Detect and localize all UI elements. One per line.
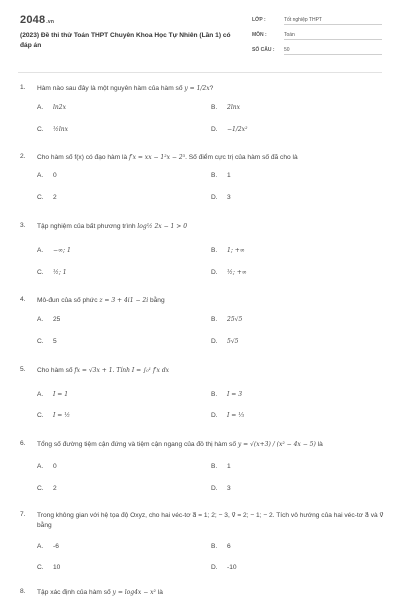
site-logo[interactable] (20, 14, 54, 26)
option-value: -6 (53, 543, 59, 550)
option-value: 0 (53, 463, 57, 470)
option-value: 1 (227, 172, 231, 179)
option-letter: D. (211, 126, 218, 133)
option-value: -10 (227, 564, 237, 571)
question-text: Trong không gian với hệ tọa độ Oxyz, cho hai véc-tơ a⃗ = 1; 2; − 3, v⃗ = 2; − 1; − 2. Tích vô hướng của hai véc-tơ a⃗ và v⃗ bằng (37, 512, 384, 529)
question-text (37, 222, 387, 232)
meta-row-class (252, 17, 382, 32)
question-text (37, 296, 387, 306)
logo-sub: .vn (46, 19, 55, 25)
question-stem: Cho hàm số f(x) có đạo hàm là (37, 154, 129, 161)
option-letter: C. (37, 564, 44, 571)
option-value: ln2x (53, 104, 66, 111)
option-letter: B. (211, 543, 218, 550)
question-number: 1. (20, 84, 26, 91)
question-number: 5. (20, 366, 26, 373)
option-letter: D. (211, 564, 218, 571)
meta-label-subject: MÔN : (252, 32, 267, 38)
option-value: I = 3 (227, 391, 243, 398)
question-math: f′x = xx − 1²x − 2³ (129, 154, 186, 161)
question-number: 3. (20, 222, 26, 229)
question-stem: Tổng số đường tiệm cận đứng và tiệm cận ngang của đồ thị hàm số (37, 441, 238, 448)
meta-value-subject: Toán (284, 32, 382, 40)
option-value: ½; 1 (53, 269, 67, 276)
option-value: 3 (227, 485, 231, 492)
question-math: y = √(x+3) / (x² − 4x − 5) (237, 441, 316, 448)
option-value: 2 (53, 485, 57, 492)
option-letter: C. (37, 194, 44, 201)
option-value: 6 (227, 543, 231, 550)
option-letter: D. (211, 485, 218, 492)
question-stem: Hàm nào sau đây là một nguyên hàm của hàm số (37, 85, 185, 92)
option-value: 3 (227, 194, 231, 201)
question-math: log½ 2x − 1 > 0 (137, 223, 188, 230)
option-value: −1/2x² (227, 126, 248, 133)
option-value: I = 1 (53, 391, 69, 398)
question-suffix: . Số điểm cực trị của hàm số đã cho là (185, 154, 298, 161)
option-value: I = ½ (53, 412, 71, 419)
option-letter: C. (37, 485, 44, 492)
option-letter: B. (211, 104, 218, 111)
option-value: −∞; 1 (53, 247, 71, 254)
question-number: 8. (20, 588, 26, 595)
question-text (37, 366, 387, 376)
question-stem: Tập nghiệm của bất phương trình (37, 223, 138, 230)
option-letter: D. (211, 269, 218, 276)
option-letter: A. (37, 172, 44, 179)
exam-title: (2023) Đề thi thử Toán THPT Chuyên Khoa Học Tự Nhiên (Lần 1) có đáp án (20, 32, 231, 49)
option-letter: B. (211, 316, 218, 323)
option-letter: A. (37, 104, 44, 111)
option-value: 1 (227, 463, 231, 470)
option-value: 2 (53, 194, 57, 201)
question-suffix: là (315, 441, 323, 448)
question-number: 7. (20, 511, 26, 518)
option-letter: A. (37, 247, 44, 254)
option-letter: B. (211, 463, 218, 470)
meta-value-class: Tốt nghiệp THPT (284, 17, 382, 25)
option-letter: C. (37, 412, 44, 419)
question-suffix: ? (209, 85, 214, 92)
option-letter: C. (37, 269, 44, 276)
question-math: fx = √3x + 1 (74, 367, 113, 374)
header-divider (18, 72, 382, 73)
meta-label-class: LỚP : (252, 17, 266, 23)
option-letter: C. (37, 126, 44, 133)
exam-meta (252, 17, 382, 62)
question-text (37, 153, 387, 163)
question-number: 6. (20, 440, 26, 447)
option-letter: A. (37, 543, 44, 550)
question-suffix: . Tính I = ∫₀¹ f′x dx (112, 367, 170, 374)
option-letter: B. (211, 391, 218, 398)
option-letter: A. (37, 316, 44, 323)
option-value: ½lnx (53, 126, 68, 133)
meta-label-count: SỐ CÂU : (252, 47, 275, 53)
meta-row-count (252, 47, 382, 62)
document-header (0, 0, 400, 64)
option-value: 25√5 (227, 316, 243, 323)
question-math: y = 1/2x (184, 85, 210, 92)
question-math: y = log4x − x² (112, 589, 156, 596)
option-letter: C. (37, 338, 44, 345)
question-text (37, 440, 387, 450)
option-value: 5 (53, 338, 57, 345)
option-letter: B. (211, 247, 218, 254)
logo-main: 2048 (20, 14, 46, 26)
question-suffix: bằng (148, 297, 165, 304)
option-letter: A. (37, 463, 44, 470)
option-value: 0 (53, 172, 57, 179)
option-value: 2lnx (227, 104, 240, 111)
meta-row-subject (252, 32, 382, 47)
option-value: 25 (53, 316, 61, 323)
question-number: 2. (20, 153, 26, 160)
question-number: 4. (20, 296, 26, 303)
option-value: I = ⅓ (227, 412, 245, 419)
option-letter: D. (211, 194, 218, 201)
question-text (37, 588, 387, 598)
option-value: ½; +∞ (227, 269, 247, 276)
question-suffix: là (155, 589, 163, 596)
option-value: 1; +∞ (227, 247, 245, 254)
question-text (37, 84, 387, 94)
option-letter: D. (211, 338, 218, 345)
option-letter: A. (37, 391, 44, 398)
question-stem: Cho hàm số (37, 367, 75, 374)
option-letter: B. (211, 172, 218, 179)
option-value: 10 (53, 564, 61, 571)
option-letter: D. (211, 412, 218, 419)
meta-value-count: 50 (284, 47, 382, 55)
question-stem: Tập xác định của hàm số (37, 589, 113, 596)
question-stem: Mô-đun của số phức (37, 297, 100, 304)
option-value: 5√5 (227, 338, 239, 345)
question-math: z = 3 + 4i1 − 2i (99, 297, 149, 304)
